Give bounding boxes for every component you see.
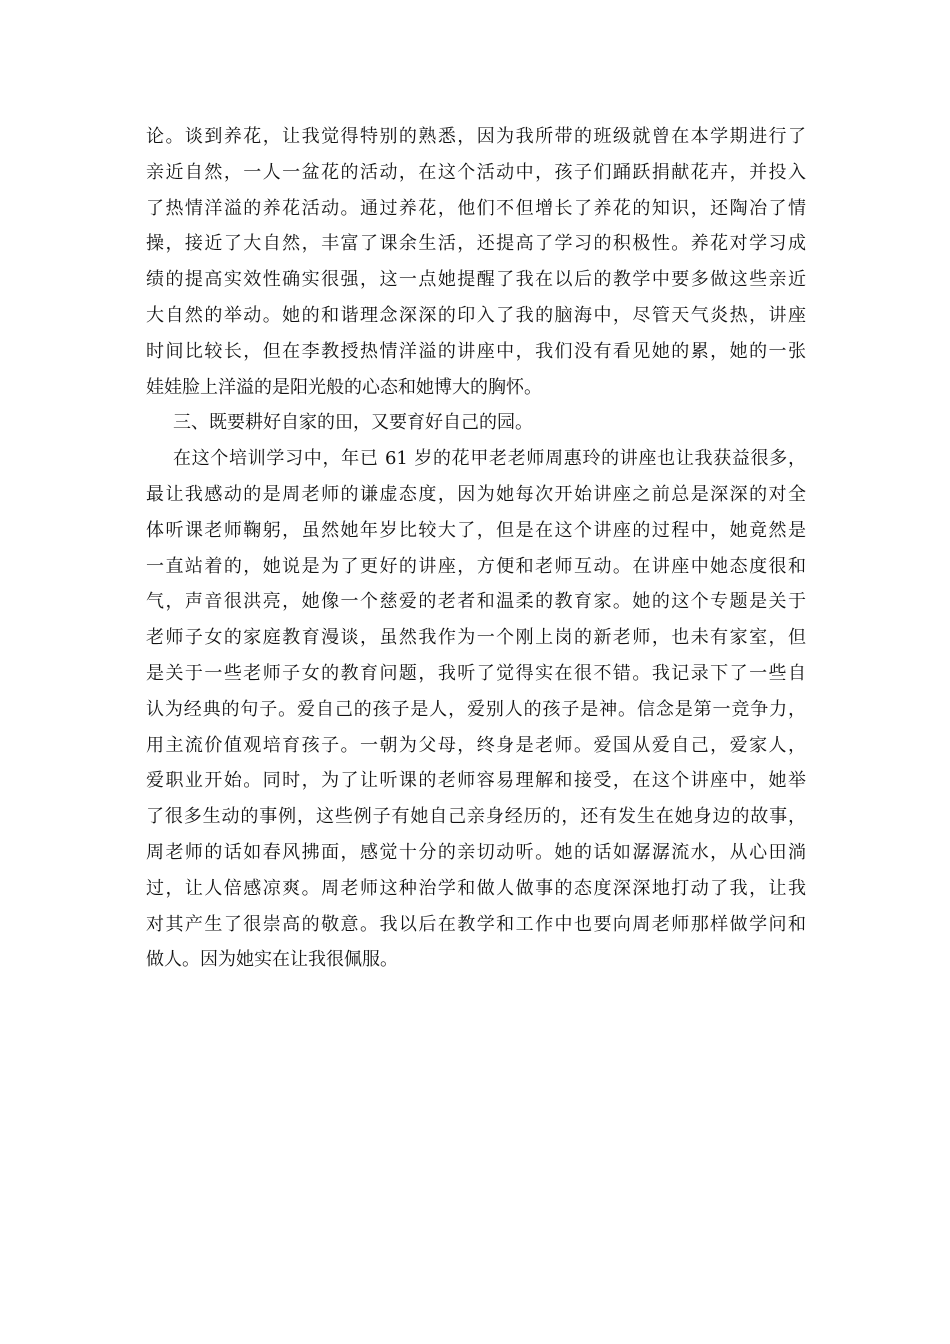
paragraph-line: 认为经典的句子。爱自己的孩子是人，爱别人的孩子是神。信念是第一竞争力，	[146, 698, 806, 720]
paragraph-line: 过，让人倍感凉爽。周老师这种治学和做人做事的态度深深地打动了我，让我	[146, 877, 806, 899]
paragraph-line: 操，接近了大自然，丰富了课余生活，还提高了学习的积极性。养花对学习成	[146, 233, 806, 255]
paragraph-line: 是关于一些老师子女的教育问题，我听了觉得实在很不错。我记录下了一些自	[146, 662, 806, 684]
paragraph-line: 论。谈到养花，让我觉得特别的熟悉，因为我所带的班级就曾在本学期进行了	[146, 126, 806, 147]
paragraph-continued	[146, 119, 806, 405]
paragraph-line: 对其产生了很崇高的敬意。我以后在教学和工作中也要向周老师那样做学问和	[146, 913, 806, 935]
paragraph-line: 老师子女的家庭教育漫谈，虽然我作为一个刚上岗的新老师，也未有家室，但	[146, 627, 806, 649]
paragraph-line: 一直站着的，她说是为了更好的讲座，方便和老师互动。在讲座中她态度很和	[146, 555, 806, 577]
paragraph-line: 时间比较长，但在李教授热情洋溢的讲座中，我们没有看见她的累，她的一张	[146, 340, 806, 362]
paragraph-line: 娃娃脸上洋溢的是阳光般的心态和她博大的胸怀。	[146, 376, 542, 398]
paragraph-line: 了热情洋溢的养花活动。通过养花，他们不但增长了养花的知识，还陶冶了情	[146, 197, 806, 219]
paragraph-line: 在这个培训学习中，年已 61 岁的花甲老老师周惠玲的讲座也让我获益很多，	[173, 448, 806, 470]
paragraph-line: 用主流价值观培育孩子。一朝为父母，终身是老师。爱国从爱自己，爱家人，	[146, 734, 806, 756]
paragraph-line: 气，声音很洪亮，她像一个慈爱的老者和温柔的教育家。她的这个专题是关于	[146, 591, 806, 613]
paragraph-line: 大自然的举动。她的和谐理念深深的印入了我的脑海中，尽管天气炎热，讲座	[146, 304, 806, 326]
paragraph-line: 做人。因为她实在让我很佩服。	[146, 949, 398, 971]
paragraph-line: 周老师的话如春风拂面，感觉十分的亲切动听。她的话如潺潺流水，从心田淌	[146, 841, 806, 863]
document-body	[146, 119, 806, 978]
paragraph-line: 体听课老师鞠躬，虽然她年岁比较大了，但是在这个讲座的过程中，她竟然是	[146, 519, 806, 541]
paragraph-line: 爱职业开始。同时，为了让听课的老师容易理解和接受，在这个讲座中，她举	[146, 770, 806, 792]
paragraph	[146, 441, 806, 978]
paragraph-line: 亲近自然，一人一盆花的活动，在这个活动中，孩子们踊跃捐献花卉，并投入	[146, 161, 806, 183]
paragraph-line: 绩的提高实效性确实很强，这一点她提醒了我在以后的教学中要多做这些亲近	[146, 269, 806, 291]
paragraph-line: 最让我感动的是周老师的谦虚态度，因为她每次开始讲座之前总是深深的对全	[146, 483, 806, 505]
section-heading: 三、既要耕好自家的田，又要育好自己的园。	[173, 412, 533, 434]
paragraph-line: 了很多生动的事例，这些例子有她自己亲身经历的，还有发生在她身边的故事，	[146, 806, 806, 828]
